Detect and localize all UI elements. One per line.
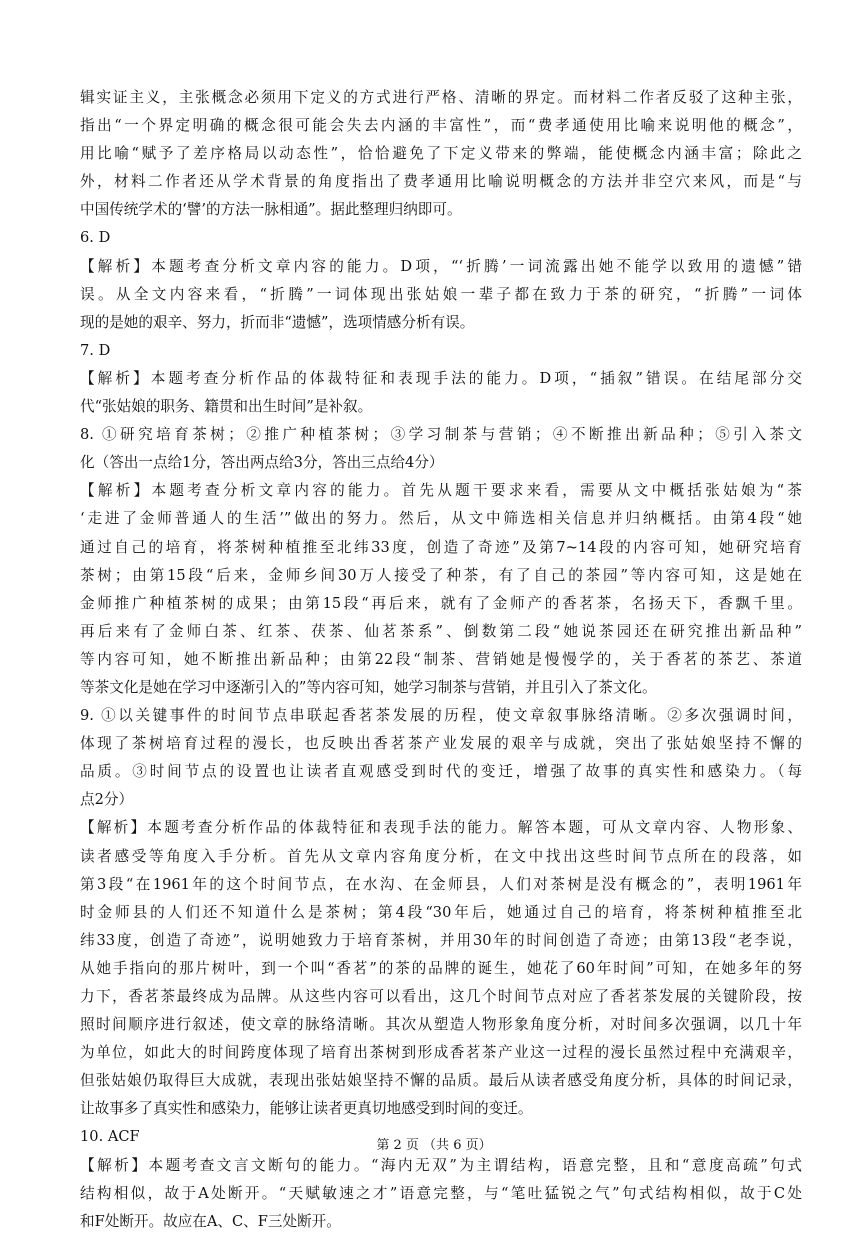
text-line: 用比喻“赋予了差序格局以动态性”，恰恰避免了下定义带来的弊端，能使概念内涵丰富；除此之 bbox=[80, 145, 802, 163]
text-line: 等茶文化是她在学习中逐渐引入的”等内容可知，她学习制茶与营销，并且引入了茶文化。 bbox=[80, 678, 657, 696]
text-line: 品质。③时间节点的设置也让读者直观感受到时代的变迁，增强了故事的真实性和感染力。（每 bbox=[80, 763, 802, 781]
answer-content bbox=[80, 84, 802, 1236]
text-line: 力下，香茗茶最终成为品牌。从这些内容可以看出，这几个时间节点对应了香茗茶发展的关键阶段，按 bbox=[80, 988, 802, 1005]
text-line: 误。从全文内容来看，“折腾”一词体现出张姑娘一辈子都在致力于茶的研究，“折腾”一词体 bbox=[80, 285, 802, 303]
question-9-answer: 9. ①以关键事件的时间节点串联起香茗茶发展的历程，使文章叙事脉络清晰。②多次强调时间， bbox=[80, 707, 802, 725]
text-line: 等内容可知，她不断推出新品种；由第22段“制茶、营销她是慢慢学的，关于香茗的茶艺、茶道 bbox=[80, 650, 802, 668]
text-line: 现的是她的艰辛、努力，折而非“遗憾”，选项情感分析有误。 bbox=[80, 313, 475, 331]
text-line: 纬33度，创造了奇迹”，说明她致力于培育茶树，并用30年的时间创造了奇迹；由第13段“老李说， bbox=[80, 931, 802, 949]
text-line: 辑实证主义，主张概念必须用下定义的方式进行严格、清晰的界定。而材料二作者反驳了这种主张， bbox=[80, 89, 802, 106]
question-6-answer: 6. D bbox=[80, 229, 111, 247]
page-footer: 第 2 页 （共 6 页） bbox=[376, 1138, 492, 1153]
text-line: 通过自己的培育，将茶树种植推至北纬33度，创造了奇迹”及第7~14段的内容可知，她研究培育 bbox=[80, 538, 802, 556]
text-line: 【解析】本题考查分析作品的体裁特征和表现手法的能力。D项，“插叙”错误。在结尾部分交 bbox=[80, 369, 802, 387]
text-line: 金师推广种植茶树的成果；由第15段“再后来，就有了金师产的香茗茶，名扬天下，香飘千里。 bbox=[80, 594, 802, 612]
text-line: 读者感受等角度入手分析。首先从文章内容角度分析，在文中找出这些时间节点所在的段落，如 bbox=[80, 847, 802, 865]
text-line: 【解析】本题考查文言文断句的能力。“海内无双”为主谓结构，语意完整，且和“意度高疏”句式 bbox=[80, 1156, 802, 1174]
text-line: 【解析】本题考查分析文章内容的能力。首先从题干要求来看，需要从文中概括张姑娘为“茶 bbox=[80, 482, 802, 500]
question-10-answer: 10. ACF bbox=[80, 1128, 140, 1146]
text-line: 体现了茶树培育过程的漫长，也反映出香茗茶产业发展的艰辛与成就，突出了张姑娘坚持不懈的 bbox=[80, 735, 802, 753]
question-7-answer: 7. D bbox=[80, 341, 111, 359]
text-line: ‘走进了金师普通人的生活’”做出的努力。然后，从文中筛选相关信息并归纳概括。由第4段“她 bbox=[80, 510, 802, 528]
question-8-answer: 8. ①研究培育茶树；②推广种植茶树；③学习制茶与营销；④不断推出新品种；⑤引入茶文 bbox=[80, 426, 802, 444]
text-line: 从她手指向的那片树叶，到一个叫“香茗”的茶的品牌的诞生，她花了60年时间”可知，在她多年的努 bbox=[80, 959, 802, 977]
text-line: 为单位，如此大的时间跨度体现了培育出茶树到形成香茗茶产业这一过程的漫长虽然过程中充满艰辛， bbox=[80, 1044, 802, 1062]
text-line: 茶树；由第15段“后来，金师乡间30万人接受了种茶，有了自己的茶园”等内容可知，这是她在 bbox=[80, 566, 802, 584]
text-line: 指出“一个界定明确的概念很可能会失去内涵的丰富性”，而“费孝通使用比喻来说明他的概念”， bbox=[80, 117, 802, 135]
text-line: 中国传统学术的‘譬’的方法一脉相通”。据此整理归纳即可。 bbox=[80, 201, 462, 219]
text-line: 【解析】本题考查分析文章内容的能力。D项，“‘折腾’一词流露出她不能学以致用的遗憾”错 bbox=[80, 257, 802, 275]
text-line: 代“张姑娘的职务、籍贯和出生时间”是补叙。 bbox=[80, 398, 373, 416]
text-line: 和F处断开。故应在A、C、F三处断开。 bbox=[80, 1212, 341, 1230]
text-line: 时金师县的人们还不知道什么是茶树；第4段“30年后，她通过自己的培育，将茶树种植推至北 bbox=[80, 903, 802, 921]
text-line: 【解析】本题考查分析作品的体裁特征和表现手法的能力。解答本题，可从文章内容、人物形象、 bbox=[80, 819, 802, 837]
text-line: 点2分） bbox=[80, 791, 134, 809]
text-line: 让故事多了真实性和感染力，能够让读者更真切地感受到时间的变迁。 bbox=[80, 1100, 533, 1118]
text-line: 外，材料二作者还从学术背景的角度指出了费孝通用比喻说明概念的方法并非空穴来风，而是“与 bbox=[80, 173, 802, 191]
text-line: 第3段“在1961年的这个时间节点，在水沟、在金师县，人们对茶树是没有概念的”，表明1961年 bbox=[80, 875, 802, 893]
text-line: 再后来有了金师白茶、红茶、茯茶、仙茗茶系”、倒数第二段“她说茶园还在研究推出新品种” bbox=[80, 622, 802, 640]
text-line: 结构相似，故于A处断开。“天赋敏速之才”语意完整，与“笔吐猛锐之气”句式结构相似，故于C处 bbox=[80, 1184, 802, 1202]
text-line: 照时间顺序进行叙述，使文章的脉络清晰。其次从塑造人物形象角度分析，对时间多次强调，以几十年 bbox=[80, 1016, 802, 1034]
text-line: 化（答出一点给1分，答出两点给3分，答出三点给4分） bbox=[80, 454, 444, 472]
text-line: 但张姑娘仍取得巨大成就，表现出张姑娘坚持不懈的品质。最后从读者感受角度分析，具体的时间记录， bbox=[80, 1072, 802, 1090]
